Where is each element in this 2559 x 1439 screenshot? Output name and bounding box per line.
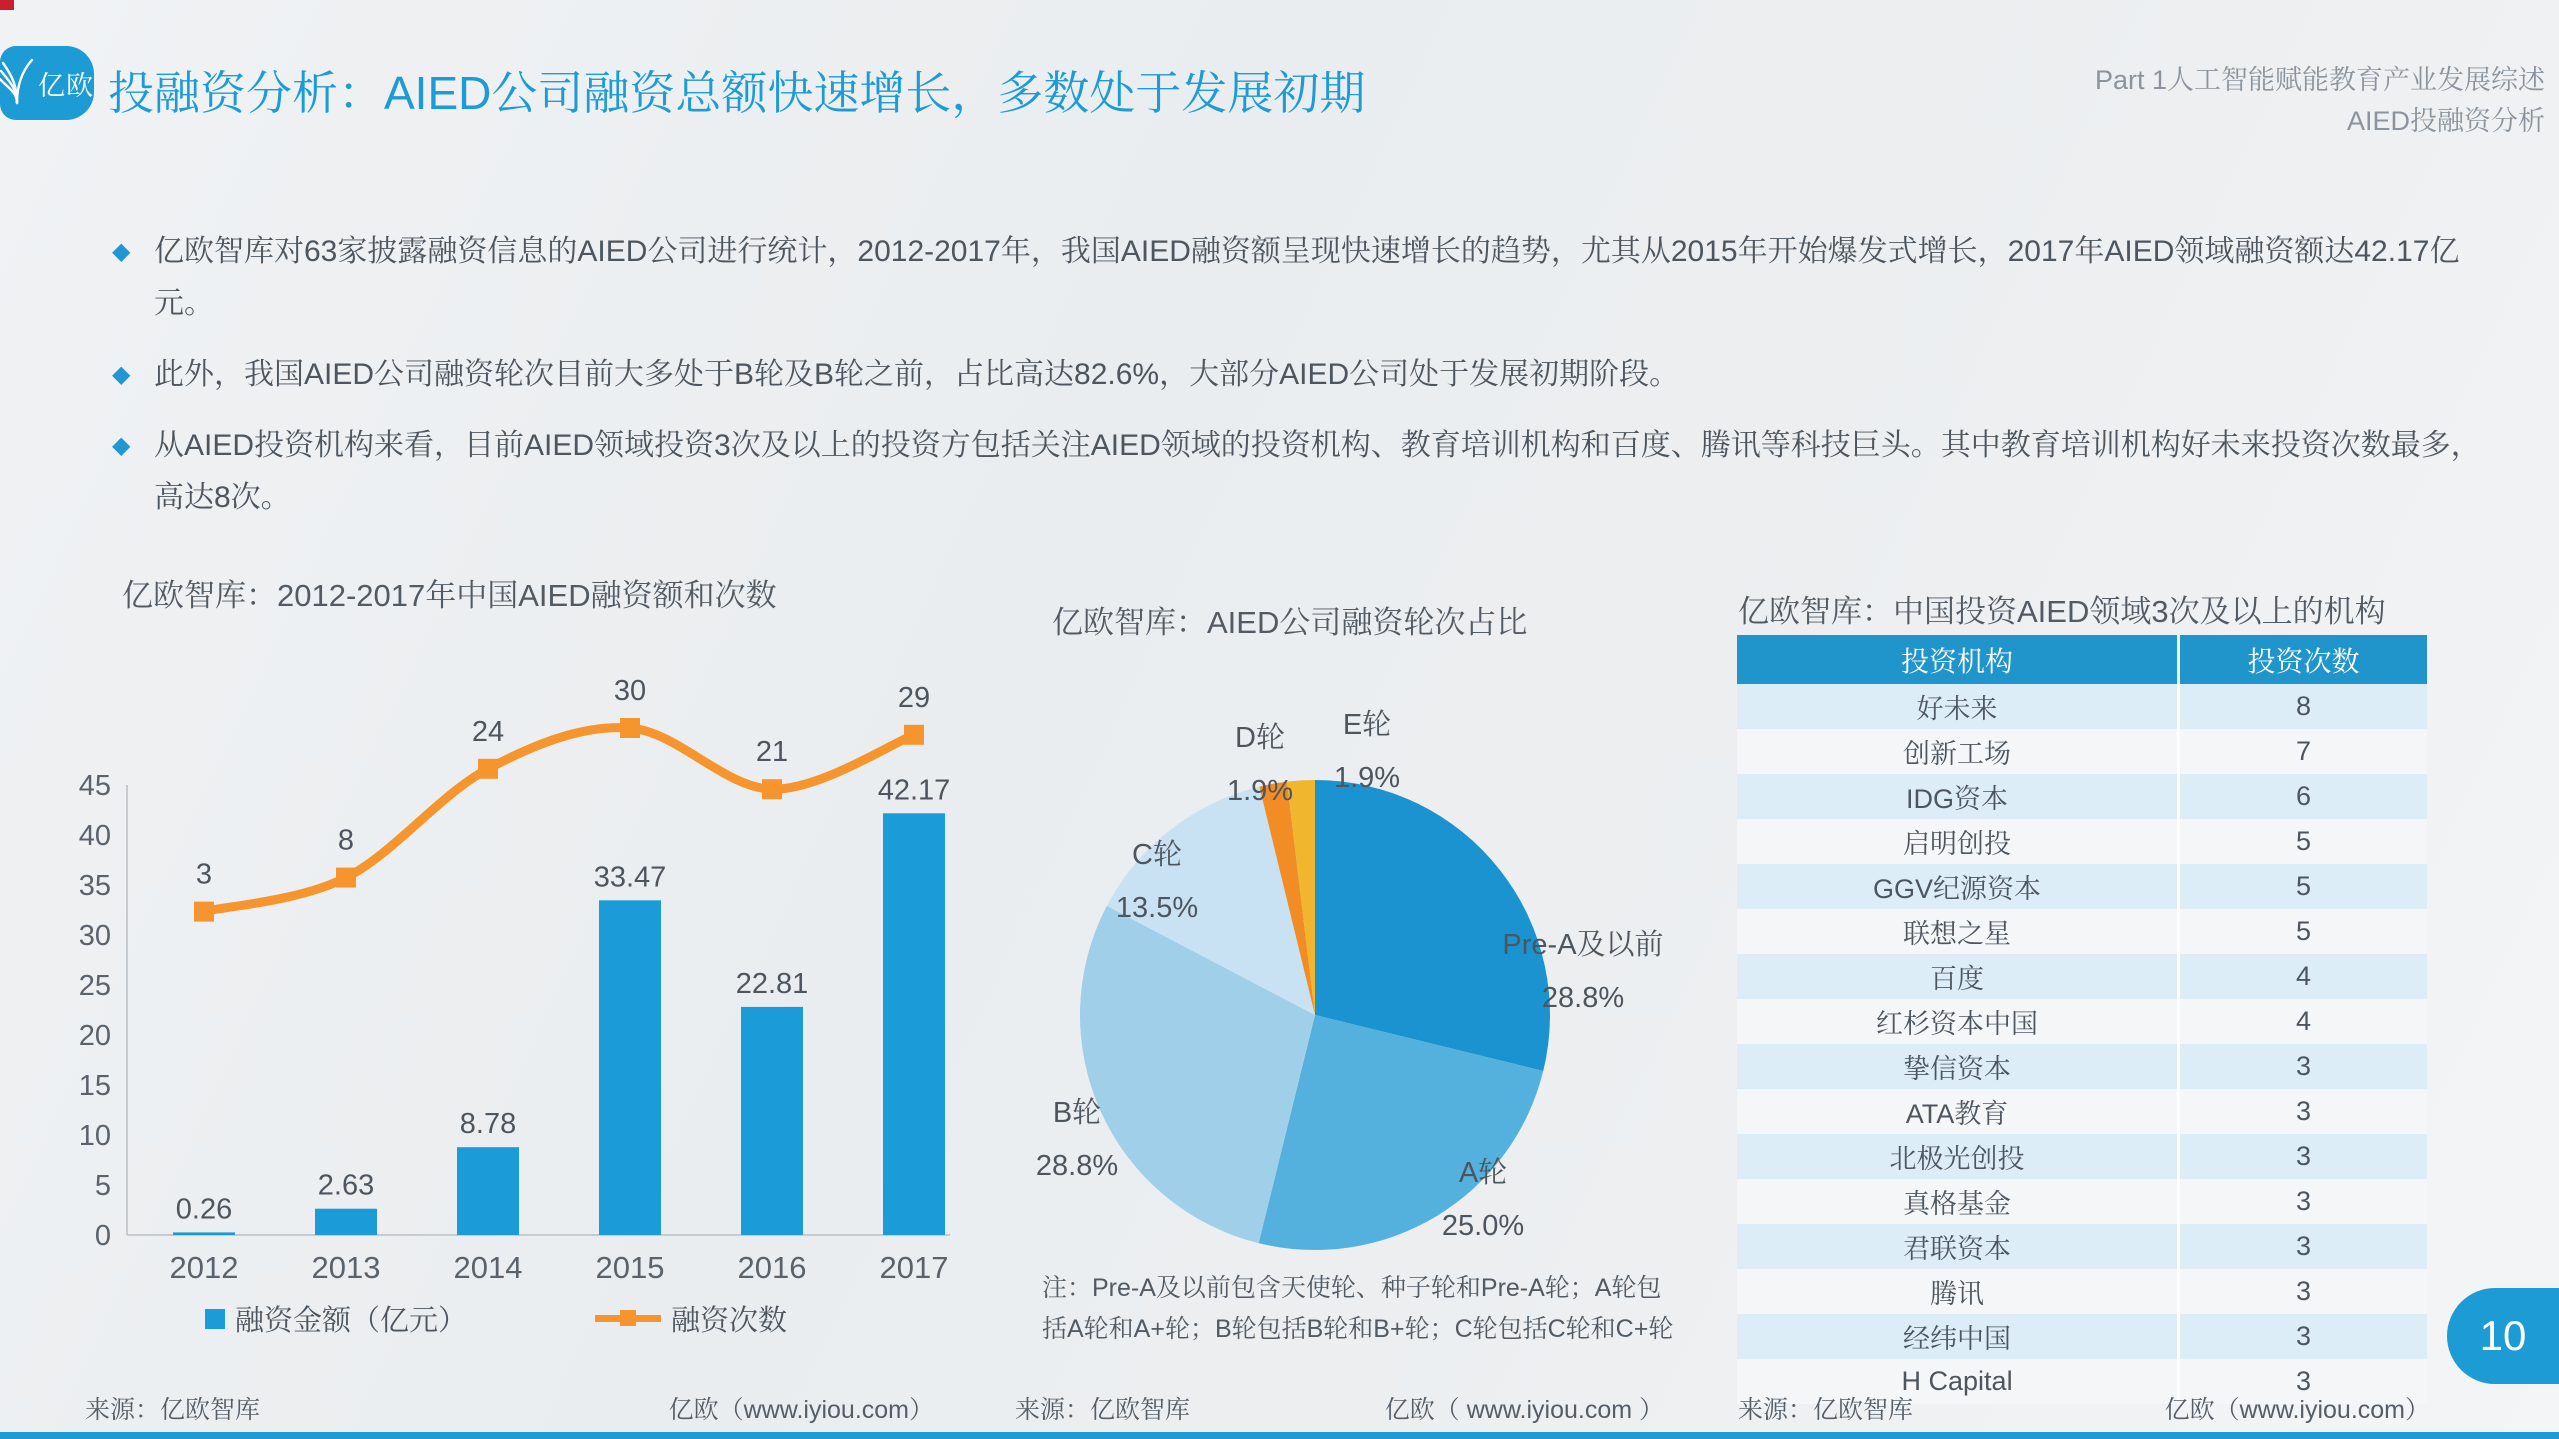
table-cell: 3 [2296, 1276, 2312, 1306]
red-corner-mark [0, 0, 14, 10]
site-label: 亿欧（www.iyiou.com） [668, 1396, 934, 1424]
table-row [1737, 1179, 2427, 1224]
line-marker [904, 725, 924, 745]
table-row [1737, 999, 2427, 1044]
table-cell: 腾讯 [1737, 1269, 2179, 1314]
y-tick-label: 30 [78, 920, 111, 952]
legend-item-bar [205, 1298, 467, 1339]
pie-note-line1: 注：Pre-A及以前包含天使轮、种子轮和Pre-A轮；A轮包 [1042, 1274, 1662, 1302]
y-tick-label: 35 [78, 870, 111, 902]
bar-value-label: 8.78 [459, 1108, 517, 1141]
line-marker [336, 868, 356, 888]
page-number-badge: 10 [2447, 1288, 2559, 1384]
table-row [1737, 1269, 2427, 1314]
logo [0, 46, 94, 120]
table-row [1737, 1134, 2427, 1179]
bar-value-label: 22.81 [735, 967, 809, 1000]
x-tick-label: 2012 [169, 1250, 239, 1285]
bullet-text: 从AIED投资机构来看，目前AIED领域投资3次及以上的投资方包括关注AIED领域的投资机构、教育培训机构和百度、腾讯等科技巨头。其中教育培训机构好未来投资次数最多，高达8次。 [154, 429, 2481, 514]
y-tick-label: 20 [78, 1020, 111, 1052]
table-cell: 好未来 [1737, 684, 2179, 729]
table-cell: 3 [2296, 1096, 2312, 1126]
line-series [204, 728, 914, 912]
line-marker [478, 759, 498, 779]
y-tick-label: 40 [78, 820, 111, 852]
table-row [1737, 729, 2427, 774]
site-label: 亿欧（ www.iyiou.com ） [1384, 1396, 1664, 1424]
section-label-line2: AIED投融资分析 [2346, 106, 2545, 136]
source-label: 来源：亿欧智库 [85, 1396, 261, 1424]
bar [457, 1147, 519, 1235]
table-cell: 真格基金 [1737, 1179, 2179, 1224]
pie-label: C轮 13.5% [1115, 839, 1199, 924]
bar-line-chart [75, 600, 955, 1300]
bullet-item [112, 349, 2507, 401]
table-row [1737, 819, 2427, 864]
bar-value-label: 2.63 [317, 1169, 375, 1202]
table-cell: IDG资本 [1737, 774, 2179, 819]
x-tick-label: 2013 [311, 1250, 381, 1285]
source-label: 来源：亿欧智库 [1738, 1396, 1914, 1424]
investors-table [1737, 635, 2427, 1404]
table-cell: 6 [2296, 781, 2312, 811]
table-cell: 3 [2296, 1366, 2312, 1396]
line-value-label: 30 [613, 675, 647, 707]
line-marker [194, 902, 214, 922]
section-label [2095, 60, 2545, 142]
logo-y-icon [0, 57, 34, 110]
table-cell: 3 [2296, 1321, 2312, 1351]
table-row [1737, 774, 2427, 819]
investors-table-wrap [1737, 635, 2427, 1404]
bar-chart-title: 亿欧智库：2012-2017年中国AIED融资额和次数 [122, 578, 777, 613]
bullet-item [112, 226, 2507, 330]
pie-label: E轮 1.9% [1333, 709, 1401, 794]
pie-chart-title: 亿欧智库：AIED公司融资轮次占比 [1052, 605, 1528, 640]
table-title: 亿欧智库：中国投资AIED领域3次及以上的机构 [1738, 594, 2386, 629]
page-title: 投融资分析：AIED公司融资总额快速增长，多数处于发展初期 [108, 67, 1366, 119]
pie-label: A轮 25.0% [1441, 1157, 1525, 1242]
table-cell: 经纬中国 [1737, 1314, 2179, 1359]
table-cell: 5 [2296, 916, 2312, 946]
bar-value-label: 0.26 [175, 1193, 233, 1226]
section-label-line1: Part 1人工智能赋能教育产业发展综述 [2094, 65, 2545, 95]
footer-bar [0, 1432, 2559, 1439]
line-marker [762, 779, 782, 799]
line-value-label: 29 [897, 681, 931, 714]
table-cell: GGV纪源资本 [1737, 864, 2179, 909]
table-cell: H Capital [1737, 1359, 2179, 1404]
bar-value-label: 33.47 [593, 861, 667, 894]
x-tick-label: 2016 [737, 1250, 807, 1285]
bullet-list [112, 226, 2507, 543]
table-cell: 红杉资本中国 [1737, 999, 2179, 1044]
table-row [1737, 909, 2427, 954]
table-row [1737, 864, 2427, 909]
table-cell: 3 [2296, 1141, 2312, 1171]
y-tick-label: 10 [78, 1120, 111, 1152]
y-tick-label: 25 [78, 970, 111, 1002]
table-cell: 创新工场 [1737, 729, 2179, 774]
table-row [1737, 954, 2427, 999]
table-cell: 联想之星 [1737, 909, 2179, 954]
line-value-label: 24 [471, 715, 505, 748]
source-label: 来源：亿欧智库 [1015, 1396, 1191, 1424]
table-row [1737, 1224, 2427, 1269]
legend-line-label: 融资次数 [671, 1305, 788, 1337]
pie-label: Pre-A及以前 28.8% [1502, 929, 1664, 1014]
bar-value-label: 42.17 [877, 774, 951, 807]
x-tick-label: 2014 [453, 1250, 523, 1285]
table-cell: 7 [2296, 736, 2312, 766]
table-cell: 北极光创投 [1737, 1134, 2179, 1179]
chart-legend [75, 1298, 955, 1339]
line-marker [620, 718, 640, 738]
bar [315, 1209, 377, 1235]
bullet-text: 此外，我国AIED公司融资轮次目前大多处于B轮及B轮之前，占比高达82.6%，大部分AIED公司处于发展初期阶段。 [154, 358, 1680, 391]
site-label: 亿欧（www.iyiou.com） [2164, 1396, 2430, 1424]
table-cell: 4 [2296, 1006, 2312, 1036]
table-row [1737, 1314, 2427, 1359]
y-tick-label: 0 [94, 1220, 111, 1252]
bar [741, 1007, 803, 1235]
bar [883, 813, 945, 1235]
y-tick-label: 15 [78, 1070, 111, 1102]
table-cell: 3 [2296, 1231, 2312, 1261]
diamond-icon: ◆ [112, 238, 131, 265]
pie-label: B轮 28.8% [1035, 1097, 1119, 1182]
table-cell: 5 [2296, 871, 2312, 901]
table-cell: 百度 [1737, 954, 2179, 999]
table-header-cell: 投资机构 [1737, 635, 2179, 684]
x-tick-label: 2015 [595, 1250, 665, 1285]
line-value-label: 8 [337, 824, 355, 857]
x-tick-label: 2017 [879, 1250, 949, 1285]
legend-bar-label: 融资金额（亿元） [235, 1305, 468, 1337]
diamond-icon: ◆ [112, 361, 131, 388]
y-tick-label: 5 [94, 1170, 111, 1202]
logo-text: 亿欧 [38, 70, 94, 101]
line-value-label: 3 [195, 858, 213, 891]
table-cell: 君联资本 [1737, 1224, 2179, 1269]
pie-note [1042, 1268, 1702, 1350]
table-row [1737, 1044, 2427, 1089]
table-row [1737, 1089, 2427, 1134]
pie-label: D轮 1.9% [1226, 722, 1294, 807]
table-cell: 3 [2296, 1186, 2312, 1216]
bar [173, 1232, 235, 1235]
line-value-label: 21 [755, 736, 789, 769]
table-cell: ATA教育 [1737, 1089, 2179, 1134]
line-swatch-icon [595, 1315, 661, 1322]
pie-chart [1020, 640, 1664, 1280]
diamond-icon: ◆ [112, 432, 131, 459]
pie-note-line2: 括A轮和A+轮；B轮包括B轮和B+轮；C轮包括C轮和C+轮 [1042, 1315, 1674, 1343]
bar-swatch-icon [205, 1309, 225, 1329]
table-row [1737, 684, 2427, 729]
bullet-item [112, 420, 2507, 524]
y-tick-label: 45 [78, 770, 111, 802]
bullet-text: 亿欧智库对63家披露融资信息的AIED公司进行统计，2012-2017年，我国AIED融资额呈现快速增长的趋势，尤其从2015年开始爆发式增长，2017年AIED领域融资额达42.17亿元。 [154, 235, 2460, 320]
legend-item-line [595, 1298, 787, 1339]
table-cell: 8 [2296, 691, 2312, 721]
bar [599, 900, 661, 1235]
table-cell: 4 [2296, 961, 2312, 991]
table-cell: 启明创投 [1737, 819, 2179, 864]
table-cell: 3 [2296, 1051, 2312, 1081]
table-cell: 5 [2296, 826, 2312, 856]
table-cell: 挚信资本 [1737, 1044, 2179, 1089]
table-header-cell: 投资次数 [2179, 635, 2427, 684]
